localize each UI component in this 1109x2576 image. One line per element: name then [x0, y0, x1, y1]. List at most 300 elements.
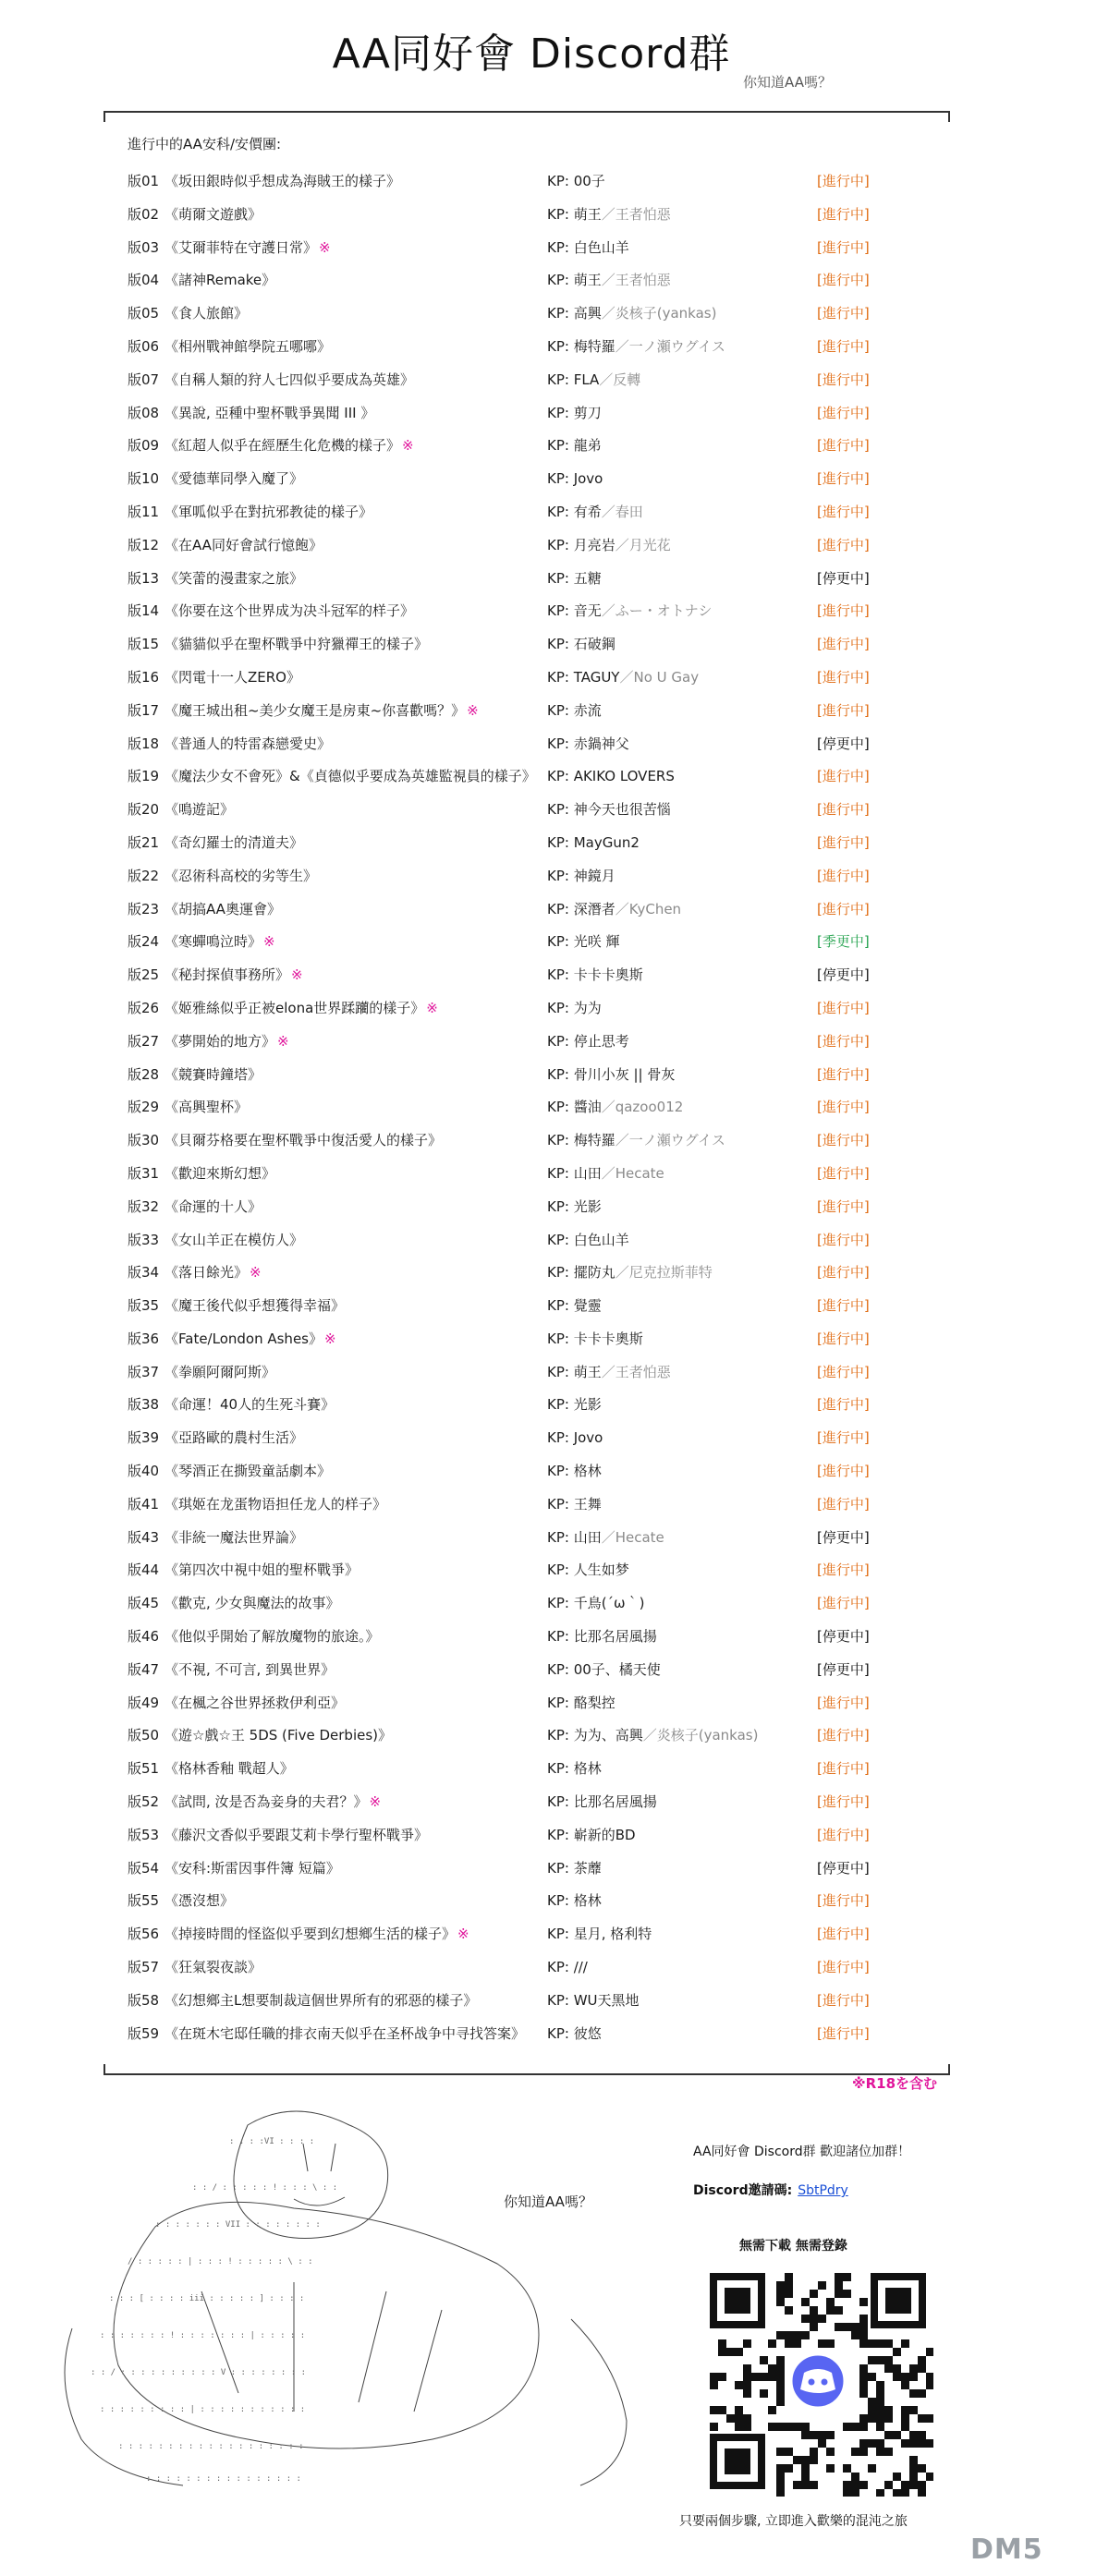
svg-text:: : : [ : : : : iii : : : : :: : : : [ : : : : iii : : : : : ] : : : :: [109, 2294, 305, 2303]
list-item[interactable]: [0, 1290, 1109, 1323]
art-speech-bubble: 你知道AA嗎？: [504, 2193, 592, 2210]
list-item[interactable]: [0, 1026, 1109, 1059]
list-item[interactable]: [0, 1191, 1109, 1224]
session-title[interactable]: [165, 695, 479, 728]
list-item[interactable]: [0, 1554, 1109, 1587]
kp-alias: ／ふー・オトナシ: [601, 602, 713, 620]
session-kp: [547, 165, 605, 199]
list-item[interactable]: [0, 595, 1109, 628]
session-title-text: 《笑蕾的漫畫家之旅》: [165, 569, 304, 587]
status-badge: [進行中]: [817, 768, 870, 785]
status-badge: [進行中]: [817, 1694, 870, 1711]
session-number: 版18: [128, 735, 160, 752]
list-item[interactable]: [0, 893, 1109, 927]
list-item[interactable]: [0, 364, 1109, 397]
list-item[interactable]: [0, 1522, 1109, 1555]
status-badge: [進行中]: [817, 536, 870, 553]
list-item[interactable]: [0, 529, 1109, 563]
list-item[interactable]: [0, 563, 1109, 596]
session-title[interactable]: [165, 1323, 336, 1356]
list-item[interactable]: [0, 728, 1109, 761]
session-number: 版21: [128, 833, 160, 851]
session-title-text: 《不視, 不可言, 到異世界》: [165, 1660, 335, 1678]
session-title-text: 《安科:斯雷因事件簿 短篇》: [165, 1859, 340, 1877]
session-kp: [547, 1753, 602, 1786]
list-item[interactable]: [0, 1951, 1109, 1985]
session-title-text: 《貓貓似乎在聖杯戰爭中狩獵禪王的樣子》: [165, 636, 429, 653]
list-item[interactable]: [0, 1422, 1109, 1455]
session-number: 版34: [128, 1264, 160, 1282]
list-item[interactable]: [0, 827, 1109, 860]
session-title[interactable]: [165, 1356, 277, 1390]
status-badge: [進行中]: [817, 371, 870, 388]
list-item[interactable]: [0, 397, 1109, 431]
session-title-text: 《食人旅館》: [165, 305, 249, 322]
session-title[interactable]: [165, 298, 250, 331]
session-number: 版02: [128, 205, 160, 223]
session-kp: [547, 1554, 629, 1587]
session-kp: [547, 1290, 602, 1323]
session-kp: [547, 1654, 661, 1687]
session-title-text: 《軍呱似乎在對抗邪教徒的樣子》: [165, 503, 373, 520]
list-item[interactable]: [0, 430, 1109, 463]
status-badge: [停更中]: [817, 735, 870, 752]
list-item[interactable]: [0, 1819, 1109, 1853]
list-item[interactable]: [0, 794, 1109, 827]
session-number: 版06: [128, 337, 160, 355]
session-number: 版11: [128, 503, 160, 520]
kp-name: KP: 音无: [547, 602, 602, 620]
session-number: 版12: [128, 536, 160, 553]
session-title-text: 《藤沢文香似乎要跟艾莉卡學行聖杯戰爭》: [165, 1826, 429, 1843]
r18-mark: ※: [467, 701, 479, 719]
svg-text:: : : :VI : : : :: : : : :VI : : : :: [229, 2137, 315, 2146]
status-badge: [進行中]: [817, 1197, 870, 1215]
session-title[interactable]: [165, 430, 414, 463]
status-badge: [停更中]: [817, 1859, 870, 1877]
session-title-text: 《自稱人類的狩人七四似乎要成為英雄》: [165, 371, 415, 388]
session-title[interactable]: [165, 1654, 336, 1687]
session-title[interactable]: [165, 1985, 479, 2018]
session-number: 版15: [128, 636, 160, 653]
kp-name: KP: 为为、高興: [547, 1727, 643, 1744]
session-title[interactable]: [165, 595, 416, 628]
session-kp: [547, 1918, 652, 1951]
session-number: 版22: [128, 867, 160, 884]
list-item[interactable]: [0, 926, 1109, 959]
session-title[interactable]: [165, 496, 374, 529]
session-title-text: 《歡克, 少女與魔法的故事》: [165, 1595, 340, 1612]
session-title-text: 《胡搞AA奧運會》: [165, 900, 281, 917]
status-badge: [進行中]: [817, 305, 870, 322]
list-item[interactable]: [0, 662, 1109, 695]
session-kp: [547, 628, 615, 662]
status-badge: [進行中]: [817, 1727, 870, 1744]
session-number: 版23: [128, 900, 160, 917]
status-badge: [停更中]: [817, 1528, 870, 1546]
session-kp: [547, 959, 643, 992]
session-title-text: 《坂田銀時似乎想成為海賊王的樣子》: [165, 173, 401, 189]
status-badge: [進行中]: [817, 999, 870, 1016]
session-title-text: 《寒蟬鳴泣時》: [165, 933, 262, 951]
session-title[interactable]: [165, 992, 438, 1026]
session-title[interactable]: [165, 1257, 262, 1290]
session-title[interactable]: [165, 463, 305, 496]
session-title[interactable]: [165, 264, 277, 298]
session-title-text: 《琴酒正在撕毀童話劇本》: [165, 1463, 332, 1480]
svg-text:: : : : : : : ! : : : : : : :: : : : : : : : ! : : : : : : : | : : : : :: [100, 2331, 306, 2340]
list-item[interactable]: [0, 695, 1109, 728]
session-number: 版04: [128, 272, 160, 289]
session-number: 版25: [128, 966, 160, 984]
session-title[interactable]: [165, 893, 283, 927]
session-number: 版45: [128, 1595, 160, 1612]
list-item[interactable]: [0, 959, 1109, 992]
kp-alias: ／反轉: [599, 371, 641, 388]
list-item[interactable]: [0, 760, 1109, 794]
status-badge: [進行中]: [817, 238, 870, 256]
list-item[interactable]: [0, 463, 1109, 496]
session-title-text: 《第四次中視中姐的聖杯戰爭》: [165, 1561, 360, 1579]
session-title[interactable]: [165, 1091, 250, 1124]
session-title[interactable]: [165, 1819, 430, 1853]
session-title[interactable]: [165, 827, 305, 860]
kp-name: KP: 覺靈: [547, 1297, 602, 1315]
session-title[interactable]: [165, 364, 416, 397]
session-title[interactable]: [165, 794, 236, 827]
r18-mark: ※: [426, 999, 438, 1016]
status-badge: [進行中]: [817, 272, 870, 289]
session-title-text: 《貝爾芬格要在聖杯戰爭中復活愛人的樣子》: [165, 1132, 443, 1149]
list-item[interactable]: [0, 1719, 1109, 1753]
status-badge: [進行中]: [817, 205, 870, 223]
session-number: 版08: [128, 404, 160, 421]
session-title[interactable]: [165, 1885, 236, 1918]
list-item[interactable]: [0, 1124, 1109, 1158]
kp-name: KP: 山田: [547, 1164, 602, 1182]
session-kp: [547, 364, 640, 397]
kp-name: KP: 王舞: [547, 1495, 602, 1513]
list-item[interactable]: [0, 264, 1109, 298]
kp-name: KP: 00子: [547, 173, 605, 189]
list-item[interactable]: [0, 232, 1109, 265]
session-title-text: 《在楓之谷世界拯救伊利亞》: [165, 1694, 346, 1711]
session-kp: [547, 1786, 657, 1819]
session-title[interactable]: [165, 331, 333, 364]
session-kp: [547, 695, 602, 728]
session-title[interactable]: [165, 1621, 382, 1654]
list-item[interactable]: [0, 992, 1109, 1026]
session-kp: [547, 1059, 675, 1092]
session-title[interactable]: [165, 728, 333, 761]
session-title[interactable]: [165, 1719, 394, 1753]
session-number: 版35: [128, 1297, 160, 1315]
session-number: 版55: [128, 1892, 160, 1910]
kp-name: KP: 有希: [547, 503, 602, 520]
kp-name: KP: 卡卡卡奧斯: [547, 966, 643, 984]
kp-alias: ／炎核子(yankas): [642, 1727, 759, 1744]
kp-alias: ／尼克拉斯菲特: [615, 1264, 713, 1282]
session-list: [0, 165, 1109, 2050]
session-kp: [547, 926, 619, 959]
status-badge: [進行中]: [817, 2024, 870, 2042]
list-item[interactable]: [0, 1621, 1109, 1654]
qr-caption: 無需下載 無需登錄: [739, 2239, 847, 2254]
session-number: 版29: [128, 1099, 160, 1116]
discord-qr-code[interactable]: [702, 2266, 933, 2497]
invite-label: Discord邀請碼:: [693, 2183, 793, 2198]
svg-text:: : : : : : : : : : : : : : :: : : : : : : : : : : : : : : : : : : :: [118, 2442, 304, 2451]
status-badge: [進行中]: [817, 1396, 870, 1414]
session-title[interactable]: [165, 1124, 444, 1158]
session-title[interactable]: [165, 1059, 263, 1092]
list-item[interactable]: [0, 1091, 1109, 1124]
status-badge: [進行中]: [817, 503, 870, 520]
session-kp: [547, 529, 671, 563]
session-title[interactable]: [165, 165, 402, 199]
status-badge: [進行中]: [817, 1495, 870, 1513]
list-item[interactable]: [0, 1985, 1109, 2018]
session-kp: [547, 1389, 602, 1422]
session-title-text: 《女山羊正在模仿人》: [165, 1231, 304, 1248]
r18-mark: ※: [291, 966, 303, 984]
kp-name: KP: 骨川小灰 || 骨灰: [547, 1065, 676, 1083]
session-title-text: 《非統一魔法世界論》: [165, 1528, 304, 1546]
session-title[interactable]: [165, 2018, 527, 2051]
aa-art-illustration: [17, 2088, 682, 2495]
list-item[interactable]: [0, 199, 1109, 232]
session-title-text: 《歡迎來斯幻想》: [165, 1164, 276, 1182]
status-badge: [進行中]: [817, 1099, 870, 1116]
session-title-text: 《魔法少女不會死》&《貞德似乎要成為英雄監視員的樣子》: [165, 768, 536, 785]
session-title-text: 《魔王後代似乎想獲得幸福》: [165, 1297, 346, 1315]
session-title-text: 《狂氣裂夜談》: [165, 1959, 262, 1976]
list-item[interactable]: [0, 298, 1109, 331]
list-item[interactable]: [0, 1224, 1109, 1258]
session-kp: [547, 1587, 644, 1621]
session-title[interactable]: [165, 397, 376, 431]
kp-name: KP: 彼悠: [547, 2024, 602, 2042]
session-number: 版32: [128, 1197, 160, 1215]
list-item[interactable]: [0, 2018, 1109, 2051]
session-number: 版10: [128, 470, 160, 488]
list-item[interactable]: [0, 1323, 1109, 1356]
session-number: 版09: [128, 437, 160, 455]
session-kp: [547, 1853, 602, 1886]
session-title-text: 《琪姬在龙蛋物语担任龙人的样子》: [165, 1495, 387, 1513]
kp-name: KP: 龍弟: [547, 437, 602, 455]
session-kp: [547, 1224, 629, 1258]
list-item[interactable]: [0, 331, 1109, 364]
kp-name: KP: 白色山羊: [547, 238, 629, 256]
status-badge: [進行中]: [817, 1561, 870, 1579]
kp-name: KP: 赤流: [547, 701, 602, 719]
list-item[interactable]: [0, 1059, 1109, 1092]
session-title[interactable]: [165, 1853, 342, 1886]
session-title-text: 《憑沒想》: [165, 1892, 235, 1910]
session-title[interactable]: [165, 1918, 469, 1951]
kp-name: KP: 高興: [547, 305, 602, 322]
session-title-text: 《紅超人似乎在經歷生化危機的樣子》: [165, 437, 401, 455]
session-number: 版57: [128, 1959, 160, 1976]
list-item[interactable]: [0, 1488, 1109, 1522]
kp-name: KP: 格林: [547, 1892, 602, 1910]
session-kp: [547, 1257, 713, 1290]
session-title[interactable]: [165, 1026, 289, 1059]
kp-alias: ／一ノ瀬ウグイス: [615, 1132, 725, 1149]
session-title[interactable]: [165, 529, 324, 563]
session-title[interactable]: [165, 760, 538, 794]
session-title[interactable]: [165, 1488, 388, 1522]
session-title[interactable]: [165, 1554, 360, 1587]
kp-name: KP: 萌王: [547, 205, 602, 223]
session-kp: [547, 1323, 643, 1356]
kp-name: KP: 比那名居風揚: [547, 1628, 657, 1646]
session-title[interactable]: [165, 1290, 347, 1323]
session-number: 版53: [128, 1826, 160, 1843]
status-badge: [進行中]: [817, 1330, 870, 1347]
session-number: 版36: [128, 1330, 160, 1347]
session-title[interactable]: [165, 662, 302, 695]
status-badge: [進行中]: [817, 701, 870, 719]
qr-bottom-caption: 只要兩個步驟, 立即進入歡樂的混沌之旅: [679, 2514, 908, 2529]
session-number: 版27: [128, 1032, 160, 1050]
session-number: 版30: [128, 1132, 160, 1149]
session-title-text: 《落日餘光》: [165, 1264, 249, 1282]
kp-alias: ／Hecate: [601, 1528, 664, 1546]
r18-mark: ※: [319, 238, 331, 256]
session-title[interactable]: [165, 1951, 263, 1985]
session-title[interactable]: [165, 959, 303, 992]
session-title[interactable]: [165, 232, 331, 265]
svg-text:: : : : : : : : : : : : : : :: : : : : : : : : : : : : : : : :: [146, 2474, 301, 2484]
session-title[interactable]: [165, 199, 263, 232]
session-title[interactable]: [165, 628, 430, 662]
kp-name: KP: 人生如梦: [547, 1561, 629, 1579]
session-title[interactable]: [165, 1191, 263, 1224]
list-item[interactable]: [0, 1853, 1109, 1886]
list-item[interactable]: [0, 628, 1109, 662]
session-title-text: 《他似乎開始了解放魔物的旅途。》: [165, 1628, 380, 1646]
list-item[interactable]: [0, 496, 1109, 529]
session-title-text: 《諸神Remake》: [165, 272, 276, 289]
session-title-text: 《Fate/London Ashes》: [165, 1330, 323, 1347]
session-title-text: 《競賽時鐘塔》: [165, 1065, 262, 1083]
session-title[interactable]: [165, 1422, 305, 1455]
session-kp: [547, 331, 725, 364]
session-number: 版43: [128, 1528, 160, 1546]
kp-name: KP: 剪刀: [547, 404, 602, 421]
session-title-text: 《高興聖杯》: [165, 1099, 249, 1116]
session-title-text: 《普通人的特雷森戀愛史》: [165, 735, 332, 752]
session-title-text: 《奇幻羅士的清道夫》: [165, 833, 304, 851]
status-badge: [進行中]: [817, 1595, 870, 1612]
list-item[interactable]: [0, 165, 1109, 199]
kp-name: KP: 千鳥(´ω｀): [547, 1595, 645, 1612]
session-number: 版39: [128, 1429, 160, 1447]
session-title[interactable]: [165, 1224, 305, 1258]
session-number: 版33: [128, 1231, 160, 1248]
kp-name: KP: 格林: [547, 1760, 602, 1778]
list-item[interactable]: [0, 1356, 1109, 1390]
session-title-text: 《拳願阿爾阿斯》: [165, 1363, 276, 1380]
session-title[interactable]: [165, 1587, 342, 1621]
list-item[interactable]: [0, 1257, 1109, 1290]
session-kp: [547, 1522, 664, 1555]
list-item[interactable]: [0, 1389, 1109, 1422]
session-title[interactable]: [165, 1455, 333, 1488]
list-item[interactable]: [0, 1918, 1109, 1951]
session-number: 版56: [128, 1926, 160, 1943]
kp-name: KP: 梅特羅: [547, 1132, 615, 1149]
list-item[interactable]: [0, 1687, 1109, 1720]
list-item[interactable]: [0, 1455, 1109, 1488]
session-kp: [547, 397, 602, 431]
session-title[interactable]: [165, 1522, 305, 1555]
status-badge: [停更中]: [817, 1660, 870, 1678]
session-kp: [547, 1719, 758, 1753]
kp-name: KP: 停止思考: [547, 1032, 629, 1050]
session-title[interactable]: [165, 1158, 277, 1191]
list-item[interactable]: [0, 1654, 1109, 1687]
status-badge: [季更中]: [817, 933, 870, 951]
status-badge: [進行中]: [817, 1297, 870, 1315]
session-kp: [547, 1091, 683, 1124]
session-title[interactable]: [165, 563, 305, 596]
list-item[interactable]: [0, 1786, 1109, 1819]
status-badge: [進行中]: [817, 1132, 870, 1149]
list-item[interactable]: [0, 1885, 1109, 1918]
kp-name: KP: 赤鍋神父: [547, 735, 629, 752]
session-number: 版52: [128, 1793, 160, 1811]
r18-mark: ※: [250, 1264, 262, 1282]
kp-name: KP: 酪梨控: [547, 1694, 615, 1711]
kp-name: KP: Jovo: [547, 1429, 603, 1447]
list-item[interactable]: [0, 1158, 1109, 1191]
session-title[interactable]: [165, 1389, 336, 1422]
session-kp: [547, 1621, 657, 1654]
invite-code-link[interactable]: SbtPdry: [798, 2183, 848, 2198]
session-number: 版51: [128, 1760, 160, 1778]
status-badge: [進行中]: [817, 173, 870, 189]
session-title-text: 《亞路歐的農村生活》: [165, 1429, 304, 1447]
kp-name: KP: 萌王: [547, 1363, 602, 1380]
session-number: 版03: [128, 238, 160, 256]
list-item[interactable]: [0, 1753, 1109, 1786]
page-title: AA同好會 Discord群: [332, 30, 731, 78]
r18-mark: ※: [323, 1330, 336, 1347]
kp-name: KP: FLA: [547, 371, 600, 388]
session-title[interactable]: [165, 926, 275, 959]
list-item[interactable]: [0, 1587, 1109, 1621]
session-title[interactable]: [165, 860, 319, 893]
session-kp: [547, 595, 712, 628]
session-title[interactable]: [165, 1753, 296, 1786]
status-badge: [進行中]: [817, 1826, 870, 1843]
session-title[interactable]: [165, 1687, 347, 1720]
session-number: 版58: [128, 1991, 160, 2009]
session-title[interactable]: [165, 1786, 381, 1819]
session-title-text: 《魔王城出租~美少女魔王是房東~你喜歡嗎？》: [165, 701, 466, 719]
status-badge: [進行中]: [817, 1926, 870, 1943]
r18-mark: ※: [402, 437, 414, 455]
list-item[interactable]: [0, 860, 1109, 893]
session-title-text: 《忍術科高校的劣等生》: [165, 867, 318, 884]
session-number: 版14: [128, 602, 160, 620]
status-badge: [進行中]: [817, 602, 870, 620]
session-title-text: 《掉接時間的怪盜似乎要到幻想鄉生活的樣子》: [165, 1926, 457, 1943]
kp-name: KP: 石破鋼: [547, 636, 615, 653]
